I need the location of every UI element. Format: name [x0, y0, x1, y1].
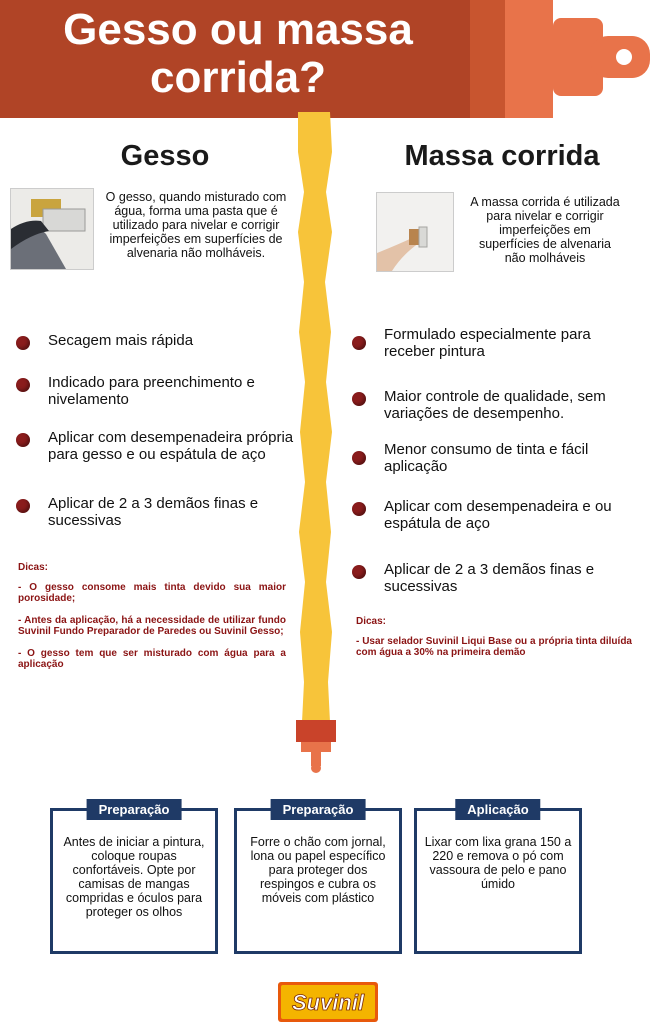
gesso-intro: O gesso, quando misturado com água, forma uma pasta que é utilizado para nivelar e corrigir imperfeições em superfícies de alvenaria não molháveis. — [105, 190, 287, 260]
tips-title: Dicas: — [18, 562, 49, 573]
tip: - O gesso consome mais tinta devido sua maior porosidade; — [18, 582, 286, 604]
massa-item: Aplicar de 2 a 3 demãos finas e sucessivas — [352, 561, 632, 595]
tip: - Usar selador Suvinil Liqui Base ou a própria tinta diluída com água a 30% na primeira demão — [356, 636, 632, 658]
massa-item: Aplicar com desempenadeira e ou espátula de aço — [352, 498, 642, 532]
massa-item: Maior controle de qualidade, sem variações de desempenho. — [352, 388, 642, 422]
tip: - Antes da aplicação, há a necessidade de utilizar fundo Suvinil Fundo Preparador de Paredes ou Suvinil Gesso; — [18, 615, 286, 637]
card-label: Aplicação — [455, 799, 540, 820]
bullet-icon — [352, 502, 366, 516]
card-label: Preparação — [87, 799, 182, 820]
gesso-heading: Gesso — [120, 140, 210, 172]
bullet-icon — [352, 392, 366, 406]
card-label: Preparação — [271, 799, 366, 820]
tips-title: Dicas: — [356, 616, 387, 627]
brush-ferrule — [296, 720, 336, 742]
gesso-item: Aplicar de 2 a 3 demãos finas e sucessivas — [16, 495, 286, 529]
bullet-icon — [352, 565, 366, 579]
aplicacao-card — [414, 802, 582, 954]
bullet-icon — [16, 433, 30, 447]
massa-corrida-heading: Massa corrida — [404, 140, 600, 172]
gesso-tips — [18, 562, 286, 681]
card-text: Forre o chão com jornal, lona ou papel específico para proteger dos respingos e cubra os móveis com plástico — [250, 835, 386, 905]
massa-tips — [356, 616, 632, 669]
bullet-icon — [352, 451, 366, 465]
preparacao-card-1 — [50, 802, 218, 954]
bullet-icon — [16, 378, 30, 392]
massa-item: Menor consumo de tinta e fácil aplicação — [352, 441, 632, 475]
card-text: Lixar com lixa grana 150 a 220 e remova o pó com vassoura de pelo e pano úmido — [424, 835, 572, 891]
gesso-item: Aplicar com desempenadeira própria para gesso e ou espátula de aço — [16, 429, 294, 463]
bullet-icon — [352, 336, 366, 350]
bullet-icon — [16, 336, 30, 350]
gesso-photo — [10, 188, 94, 270]
paint-stroke-divider — [292, 112, 342, 774]
svg-text:Suvinil: Suvinil — [291, 990, 365, 1015]
suvinil-logo — [278, 982, 378, 1022]
gesso-item: Secagem mais rápida — [16, 332, 286, 350]
bullet-icon — [16, 499, 30, 513]
tip: - O gesso tem que ser misturado com água para a aplicação — [18, 648, 286, 670]
brush-handle-band — [505, 0, 553, 118]
massa-item: Formulado especialmente para receber pintura — [352, 326, 632, 360]
massa-corrida-photo — [376, 192, 454, 272]
page-title: Gesso ou massa corrida? — [63, 5, 413, 102]
preparacao-card-2 — [234, 802, 402, 954]
massa-corrida-intro: A massa corrida é utilizada para nivelar e corrigir imperfeições em superfícies de alvenaria não molháveis — [470, 195, 620, 265]
gesso-item: Indicado para preenchimento e nivelamento — [16, 374, 286, 408]
card-text: Antes de iniciar a pintura, coloque roupas confortáveis. Opte por camisas de mangas compridas e óculos para proteger os olhos — [63, 835, 205, 919]
